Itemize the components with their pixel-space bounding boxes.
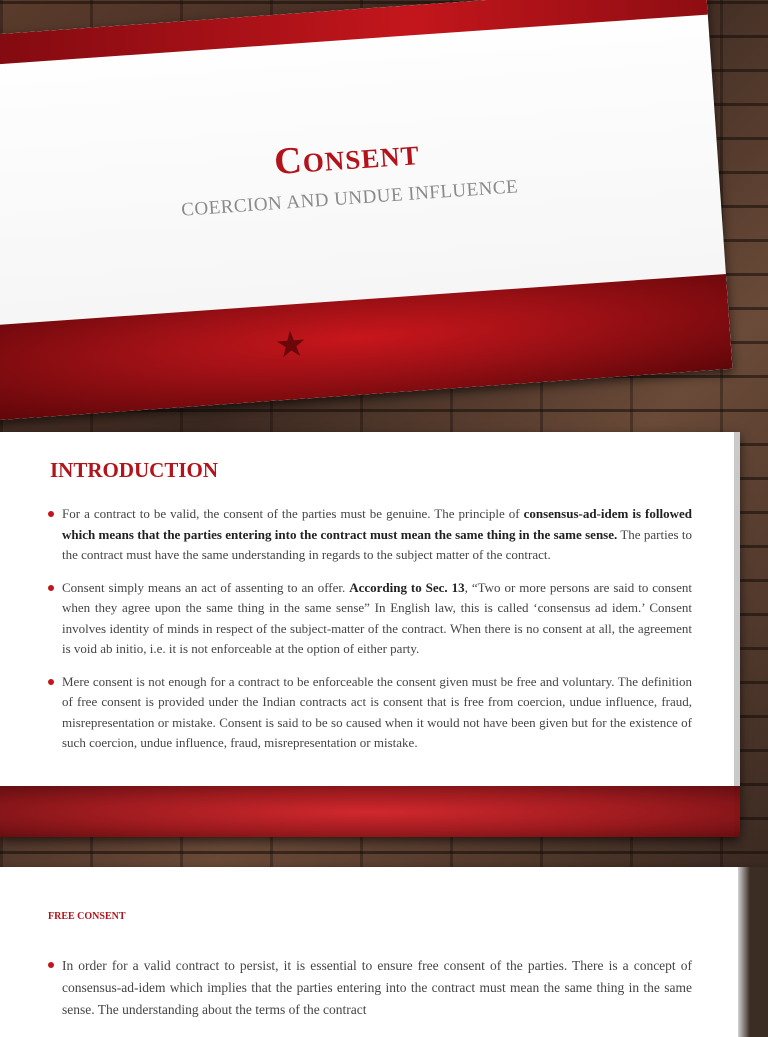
star-icon: ★ [273,323,309,366]
introduction-slide [0,432,740,837]
bullet-text: The parties to the contract must have the same understanding in regards to the subject matter of the contract. [62,526,692,562]
list-item [48,955,692,1021]
bullet-icon [48,679,54,685]
bullet-text: Consent simply means an act of assenting to an offer. [62,579,350,595]
top-red-band [0,0,708,66]
free-consent-bullet-list [48,955,692,1033]
list-item [48,578,692,660]
free-consent-slide [0,867,768,1037]
slide-title: Consent [272,131,421,184]
bullet-text: , “Two or more persons are said to consent when they agree upon the same thing in the same sense” In English law, this is called ‘consensus ad idem.’ Consent involves identity of minds in respect of the subject-matter of the contract. When there is no consent at all, the agreement is void ab initio, i.e. it is not enforceable at the option of either party. [62,579,692,656]
bullet-bold-text: consensus-ad-idem is followed which means that the parties entering into the contract must mean the same thing in the same sense. [62,506,692,542]
bullet-text: Mere consent is not enough for a contract to be enforceable the consent given must be free and voluntary. The definition of free consent is provided under the Indian contracts act is consent that is free from coercion, undue influence, fraud, misrepresentation or mistake. Consent is said to be so caused when it would not have been given but for the existence of such coercion, undue influence, fraud, misrepresentation or mistake. [62,673,692,750]
bullet-icon [48,511,54,517]
title-slide [0,0,733,420]
bottom-red-band [0,274,733,420]
list-item [48,504,692,566]
list-item [48,672,692,754]
slide-edge [734,432,740,837]
bullet-icon [48,585,54,591]
free-consent-heading: FREE CONSENT [48,911,126,922]
slide-edge [738,867,768,1037]
bullet-text: In order for a valid contract to persist, it is essential to ensure free consent of the parties. There is a concept of consensus-ad-idem which implies that the parties entering into the contract must mean the same thing in the same sense. The understanding about the terms of the contract [62,958,692,1017]
intro-bullet-list [48,504,692,766]
bullet-text: For a contract to be valid, the consent of the parties must be genuine. The principle of [62,506,524,521]
bullet-icon [48,962,54,968]
intro-heading: INTRODUCTION [50,458,219,482]
bullet-bold-text: According to Sec. 13 [349,579,465,595]
slide-subtitle: COERCION AND UNDUE INFLUENCE [180,176,519,221]
bottom-red-band [0,786,740,837]
